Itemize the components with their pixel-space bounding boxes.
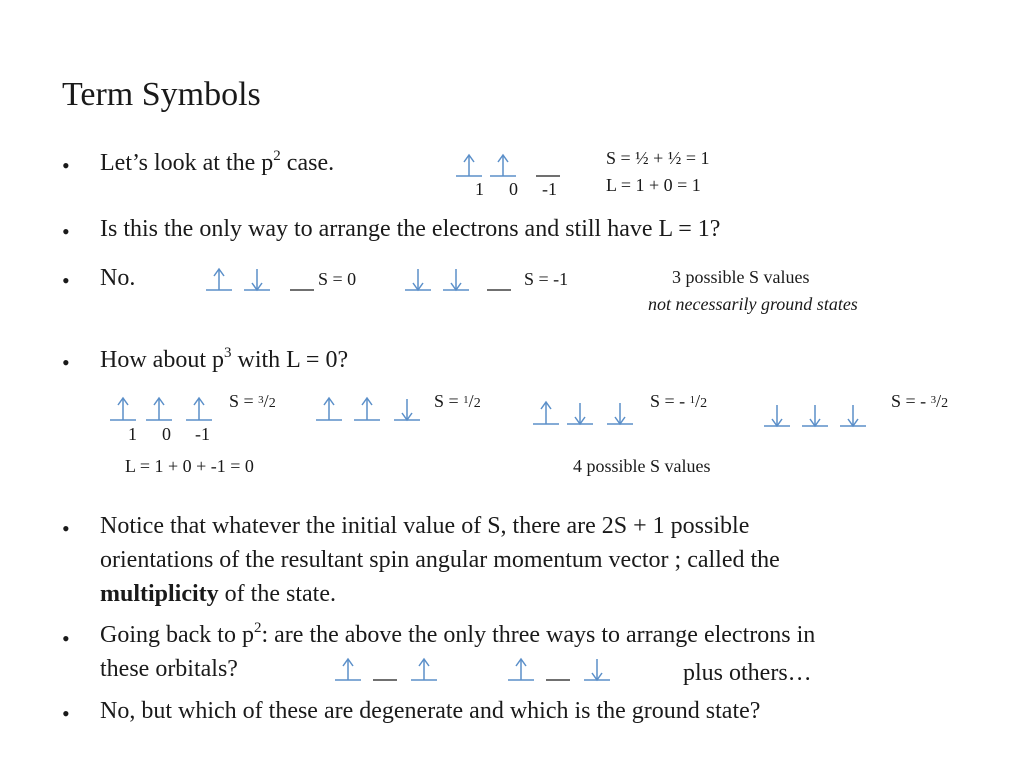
bullet-going-back-line2: these orbitals?	[100, 656, 238, 682]
bullet-p3-text-end: with L = 0?	[231, 347, 349, 373]
bullet-multiplicity-line2: orientations of the resultant spin angular momentum vector ; called the	[100, 547, 780, 573]
multiplicity-term: multiplicity	[100, 581, 219, 607]
bullet-marker: •	[62, 516, 70, 541]
l-sum-p3: L = 1 + 0 + -1 = 0	[125, 456, 254, 476]
frac-den: 2	[268, 396, 276, 411]
frac-den: 2	[473, 396, 481, 411]
orbital-diagram-p3-c	[533, 398, 643, 432]
bullet-multiplicity-line3	[100, 581, 336, 608]
frac-num: 3	[930, 394, 937, 406]
ml-label: 0	[509, 179, 518, 199]
bullet-marker: •	[62, 701, 70, 726]
orbital-diagram-up-empty-down	[508, 656, 618, 686]
superscript: 2	[273, 148, 281, 164]
bullet-marker: •	[62, 268, 70, 293]
superscript: 2	[253, 620, 262, 636]
bullet-marker: •	[62, 153, 70, 178]
multiplicity-tail: of the state.	[218, 581, 336, 607]
note-not-ground: not necessarily ground states	[648, 294, 858, 314]
l-sum: L = 1 + 0 = 1	[606, 175, 701, 195]
frac-num: 3	[258, 394, 264, 406]
bullet-p2-text-end: case.	[280, 150, 335, 176]
ml-label: -1	[542, 179, 557, 199]
bullet-marker: •	[62, 219, 70, 244]
spin-value: S = - $^1$/2	[650, 391, 708, 411]
orbital-diagram-p3-b	[316, 394, 426, 428]
frac-den: 2	[700, 396, 708, 411]
spin-prefix: S =	[229, 391, 259, 411]
slide-title: Term Symbols	[62, 76, 261, 113]
bullet-marker: •	[62, 350, 70, 375]
orbital-diagram-p3-d	[764, 400, 874, 434]
spin-prefix: S = -	[650, 391, 690, 411]
spin-value: S = -1	[524, 269, 569, 289]
orbital-diagram-up-empty-up	[335, 656, 445, 686]
ml-label: 1	[128, 424, 137, 444]
going-back-text: Going back to p	[100, 622, 254, 648]
frac-num: 1	[689, 394, 696, 406]
spin-sum: S = ½ + ½ = 1	[606, 148, 710, 168]
plus-others: plus others…	[683, 660, 812, 686]
note-four-s: 4 possible S values	[573, 456, 711, 476]
going-back-text-end: : are the above the only three ways to arrange electrons in	[261, 622, 816, 648]
bullet-going-back-line1	[100, 622, 815, 649]
ml-label: 1	[475, 179, 484, 199]
bullet-p3	[100, 347, 348, 374]
bullet-only-way: Is this the only way to arrange the electrons and still have L = 1?	[100, 216, 721, 242]
frac-num: 1	[463, 394, 469, 406]
bullet-multiplicity-line1: Notice that whatever the initial value of S, there are 2S + 1 possible	[100, 513, 750, 539]
frac-den: 2	[941, 396, 949, 411]
bullet-p3-text: How about p	[100, 347, 224, 373]
ml-label: 0	[162, 424, 171, 444]
orbital-diagram-s-minus1	[405, 266, 515, 296]
bullet-degenerate: No, but which of these are degenerate and which is the ground state?	[100, 698, 761, 724]
spin-prefix: S = -	[891, 391, 931, 411]
bullet-p2-text: Let’s look at the p	[100, 150, 274, 176]
spin-value: S = 0	[318, 269, 357, 289]
spin-value: S = $^1$/2	[434, 391, 481, 411]
bullet-no: No.	[100, 265, 136, 291]
spin-value: S = - $^3$/2	[891, 391, 949, 411]
note-possible-s: 3 possible S values	[672, 267, 810, 287]
spin-prefix: S =	[434, 391, 464, 411]
bullet-p2-case	[100, 150, 334, 177]
orbital-diagram-s0	[206, 266, 316, 296]
spin-value: S = $^3$/2	[229, 391, 276, 411]
bullet-marker: •	[62, 626, 70, 651]
superscript: 3	[223, 345, 232, 361]
ml-label: -1	[195, 424, 210, 444]
